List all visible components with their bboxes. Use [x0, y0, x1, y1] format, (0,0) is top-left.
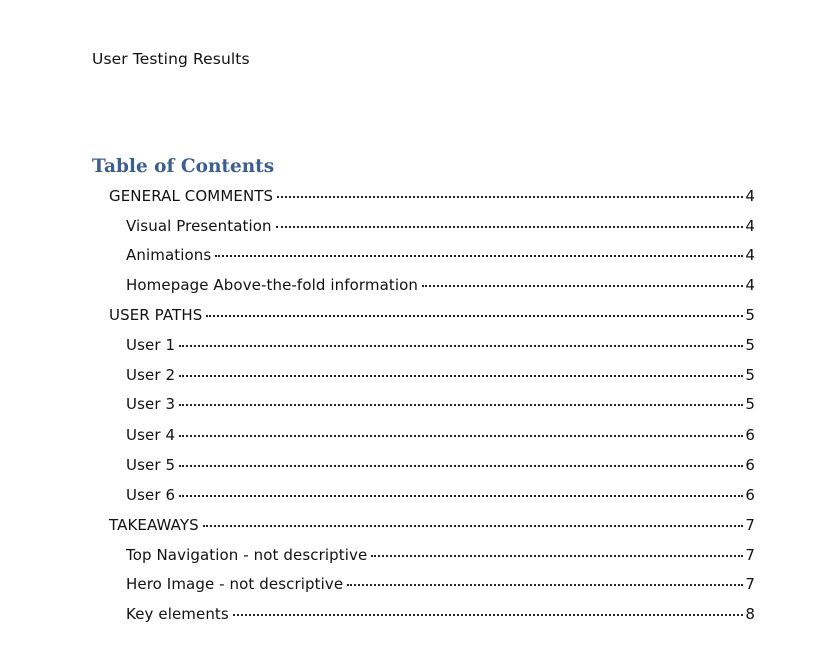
toc-entry-page: 4 — [745, 217, 755, 235]
dot-leader — [179, 375, 743, 377]
toc-entry-page: 5 — [745, 306, 755, 324]
dot-leader — [179, 345, 743, 347]
toc-entry-label: User 2 — [126, 366, 176, 384]
toc-entry-page: 6 — [745, 486, 755, 504]
toc-entry-page: 8 — [745, 605, 755, 623]
toc-entry-label: Key elements — [126, 605, 229, 623]
toc-entry-label: GENERAL COMMENTS — [109, 187, 274, 205]
dot-leader — [203, 525, 744, 527]
dot-leader — [179, 435, 743, 437]
dot-leader — [422, 285, 743, 287]
toc-entry-visual-presentation[interactable] — [126, 216, 755, 236]
toc-entry-page: 6 — [745, 426, 755, 444]
toc-entry-label: User 5 — [126, 456, 176, 474]
dot-leader — [233, 614, 744, 616]
dot-leader — [277, 196, 743, 198]
toc-entry-user-5[interactable] — [126, 455, 755, 475]
toc-entry-label: User 1 — [126, 336, 176, 354]
toc-entry-label: Visual Presentation — [126, 217, 272, 235]
toc-entry-takeaways[interactable] — [109, 515, 755, 535]
toc-entry-page: 5 — [745, 336, 755, 354]
toc-title: Table of Contents — [92, 156, 275, 177]
toc-entry-label: USER PATHS — [109, 306, 203, 324]
toc-entry-label: User 3 — [126, 395, 176, 413]
toc-entry-page: 4 — [745, 246, 755, 264]
toc-entry-user-paths[interactable] — [109, 305, 755, 325]
toc-entry-page: 4 — [745, 187, 755, 205]
dot-leader — [371, 555, 743, 557]
dot-leader — [206, 315, 743, 317]
toc-entry-label: Hero Image - not descriptive — [126, 575, 344, 593]
toc-entry-user-1[interactable] — [126, 335, 755, 355]
toc-entry-page: 5 — [745, 395, 755, 413]
toc-entry-page: 7 — [745, 546, 755, 564]
toc-entry-homepage-above-the-fold[interactable] — [126, 275, 755, 295]
toc-entry-top-navigation[interactable] — [126, 545, 755, 565]
toc-entry-user-3[interactable] — [126, 394, 755, 414]
toc-entry-page: 7 — [745, 516, 755, 534]
toc-entry-label: Animations — [126, 246, 212, 264]
toc-entry-user-2[interactable] — [126, 365, 755, 385]
toc-entry-label: Homepage Above-the-fold information — [126, 276, 419, 294]
toc-entry-label: TAKEAWAYS — [109, 516, 199, 534]
toc-entry-user-6[interactable] — [126, 485, 755, 505]
toc-entry-page: 5 — [745, 366, 755, 384]
dot-leader — [347, 584, 743, 586]
toc-entry-label: User 4 — [126, 426, 176, 444]
toc-entry-user-4[interactable] — [126, 425, 755, 445]
toc-entry-general-comments[interactable] — [109, 186, 755, 206]
dot-leader — [179, 495, 743, 497]
dot-leader — [179, 404, 743, 406]
toc-entry-page: 4 — [745, 276, 755, 294]
toc-entry-animations[interactable] — [126, 245, 755, 265]
toc-entry-page: 6 — [745, 456, 755, 474]
toc-entry-label: User 6 — [126, 486, 176, 504]
dot-leader — [179, 465, 743, 467]
toc-entry-hero-image[interactable] — [126, 574, 755, 594]
dot-leader — [276, 226, 744, 228]
toc-entry-page: 7 — [745, 575, 755, 593]
document-header: User Testing Results — [92, 50, 250, 68]
toc-entry-label: Top Navigation - not descriptive — [126, 546, 368, 564]
dot-leader — [215, 255, 743, 257]
toc-entry-key-elements[interactable] — [126, 604, 755, 624]
